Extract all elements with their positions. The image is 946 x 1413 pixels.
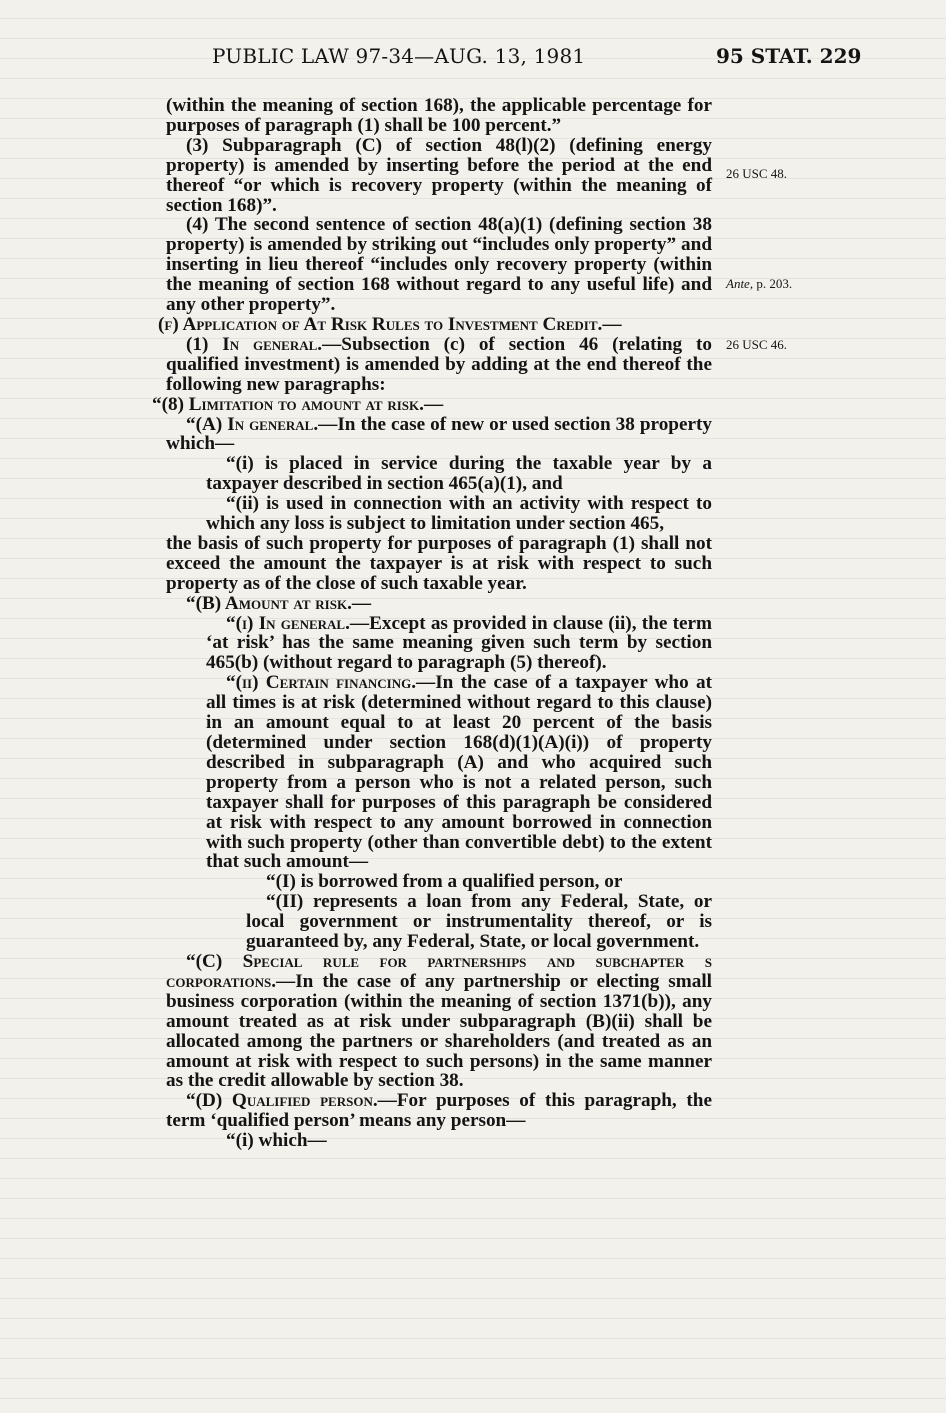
subparagraph-a-lead: “(A) In general. <box>186 413 319 435</box>
paragraph-f1-text: —Subsection (c) of section 46 (relating to qualified investment) is amended by adding at the end thereof the following new paragraphs: <box>166 333 712 395</box>
paragraph-3: (3) Subparagraph (C) of section 48(l)(2) (defining energy property) is amended by inserting before the period at the end thereof “or which is recovery property (within the meaning of section 168)”. <box>166 134 712 216</box>
clause-a-ii: “(ii) is used in connection with an activity with respect to which any loss is subject to limitation under section 465, <box>206 493 712 535</box>
subparagraph-d <box>166 1091 712 1131</box>
paragraph-8-heading-text: “(8) Limitation to amount at risk.— <box>152 393 444 415</box>
margin-note-ante-p203 <box>726 276 792 292</box>
subclause-i: “(I) is borrowed from a qualified person, or <box>266 871 623 893</box>
clause-b-i-text: —Except as provided in clause (ii), the term ‘at risk’ has the same meaning given such term by section 465(b) (without regard to paragraph (5) thereof). <box>206 612 712 674</box>
subparagraph-c-lead: “(C) Special rule for partnerships and subchapter s corporations. <box>166 950 712 992</box>
header-stat-citation: 95 STAT. 229 <box>716 44 862 68</box>
clause-a-i: “(i) is placed in service during the taxable year by a taxpayer described in section 465(a)(1), and <box>206 453 712 495</box>
statute-body <box>152 95 712 1152</box>
header-title: PUBLIC LAW 97-34—AUG. 13, 1981 <box>212 44 586 68</box>
subparagraph-a-text: —In the case of new or used section 38 property which— <box>166 413 712 455</box>
clause-b-ii-lead: “(ii) Certain financing. <box>226 672 417 694</box>
paragraph-f1 <box>166 335 712 395</box>
subparagraph-d-lead: “(D) Qualified person. <box>186 1090 378 1112</box>
margin-note-26-usc-48: 26 USC 48. <box>726 166 788 181</box>
margin-note-rest: p. 203. <box>753 276 793 291</box>
margin-note-26-usc-46: 26 USC 46. <box>726 337 788 352</box>
paragraph-8-heading <box>152 395 712 415</box>
clause-b-i <box>166 614 712 674</box>
subparagraph-b-heading: “(B) Amount at risk.— <box>186 592 372 614</box>
clause-b-i-lead: “(i) In general. <box>226 612 350 634</box>
paragraph-continuation: (within the meaning of section 168), the applicable percentage for purposes of paragraph (1) shall be 100 percent.” <box>166 95 712 136</box>
subsection-f-heading: (f) Application of At Risk Rules to Investment Credit.— <box>158 313 622 335</box>
clause-d-i: “(i) which— <box>226 1130 327 1152</box>
margin-note-italic: Ante, <box>726 276 754 291</box>
subparagraph-d-text: —For purposes of this paragraph, the term ‘qualified person’ means any person— <box>166 1090 712 1132</box>
subparagraph-c <box>166 952 712 1091</box>
clause-b-ii <box>166 673 712 872</box>
paragraph-f1-lead: (1) In general. <box>186 333 323 355</box>
clause-b-ii-text: —In the case of a taxpayer who at all times is at risk (determined without regard to this clause) in an amount equal to at least 20 percent of the basis (determined under section 168(d)(1)(A)(i)) of property described in subparagraph (A) and who acquired such property from a person who is not a related person, such taxpayer shall for purposes of this paragraph be considered at risk with respect to any amount borrowed in connection with such property (other than convertible debt) to the extent that such amount— <box>206 672 712 873</box>
page-header <box>0 44 946 74</box>
subclause-ii: “(II) represents a loan from any Federal, State, or local government or instrumentality thereof, or is guaranteed by, any Federal, State, or local government. <box>246 891 712 953</box>
paragraph-4: (4) The second sentence of section 48(a)(1) (defining section 38 property) is amended by striking out “includes only property” and inserting in lieu thereof “includes only recovery property (within the meaning of section 168 without regard to any useful life) and any other property”. <box>166 214 712 316</box>
subparagraph-a-flush: the basis of such property for purposes of paragraph (1) shall not exceed the amount the taxpayer is at risk with respect to such property as of the close of such taxable year. <box>166 532 712 594</box>
subparagraph-a <box>166 415 712 455</box>
subparagraph-c-text: —In the case of any partnership or electing small business corporation (within the meaning of section 1371(b)), any amount treated as at risk under subparagraph (B)(ii) shall be allocated among the partners or shareholders (and treated as an amount at risk with respect to such persons) in the same manner as the credit allowable by section 38. <box>166 970 712 1092</box>
